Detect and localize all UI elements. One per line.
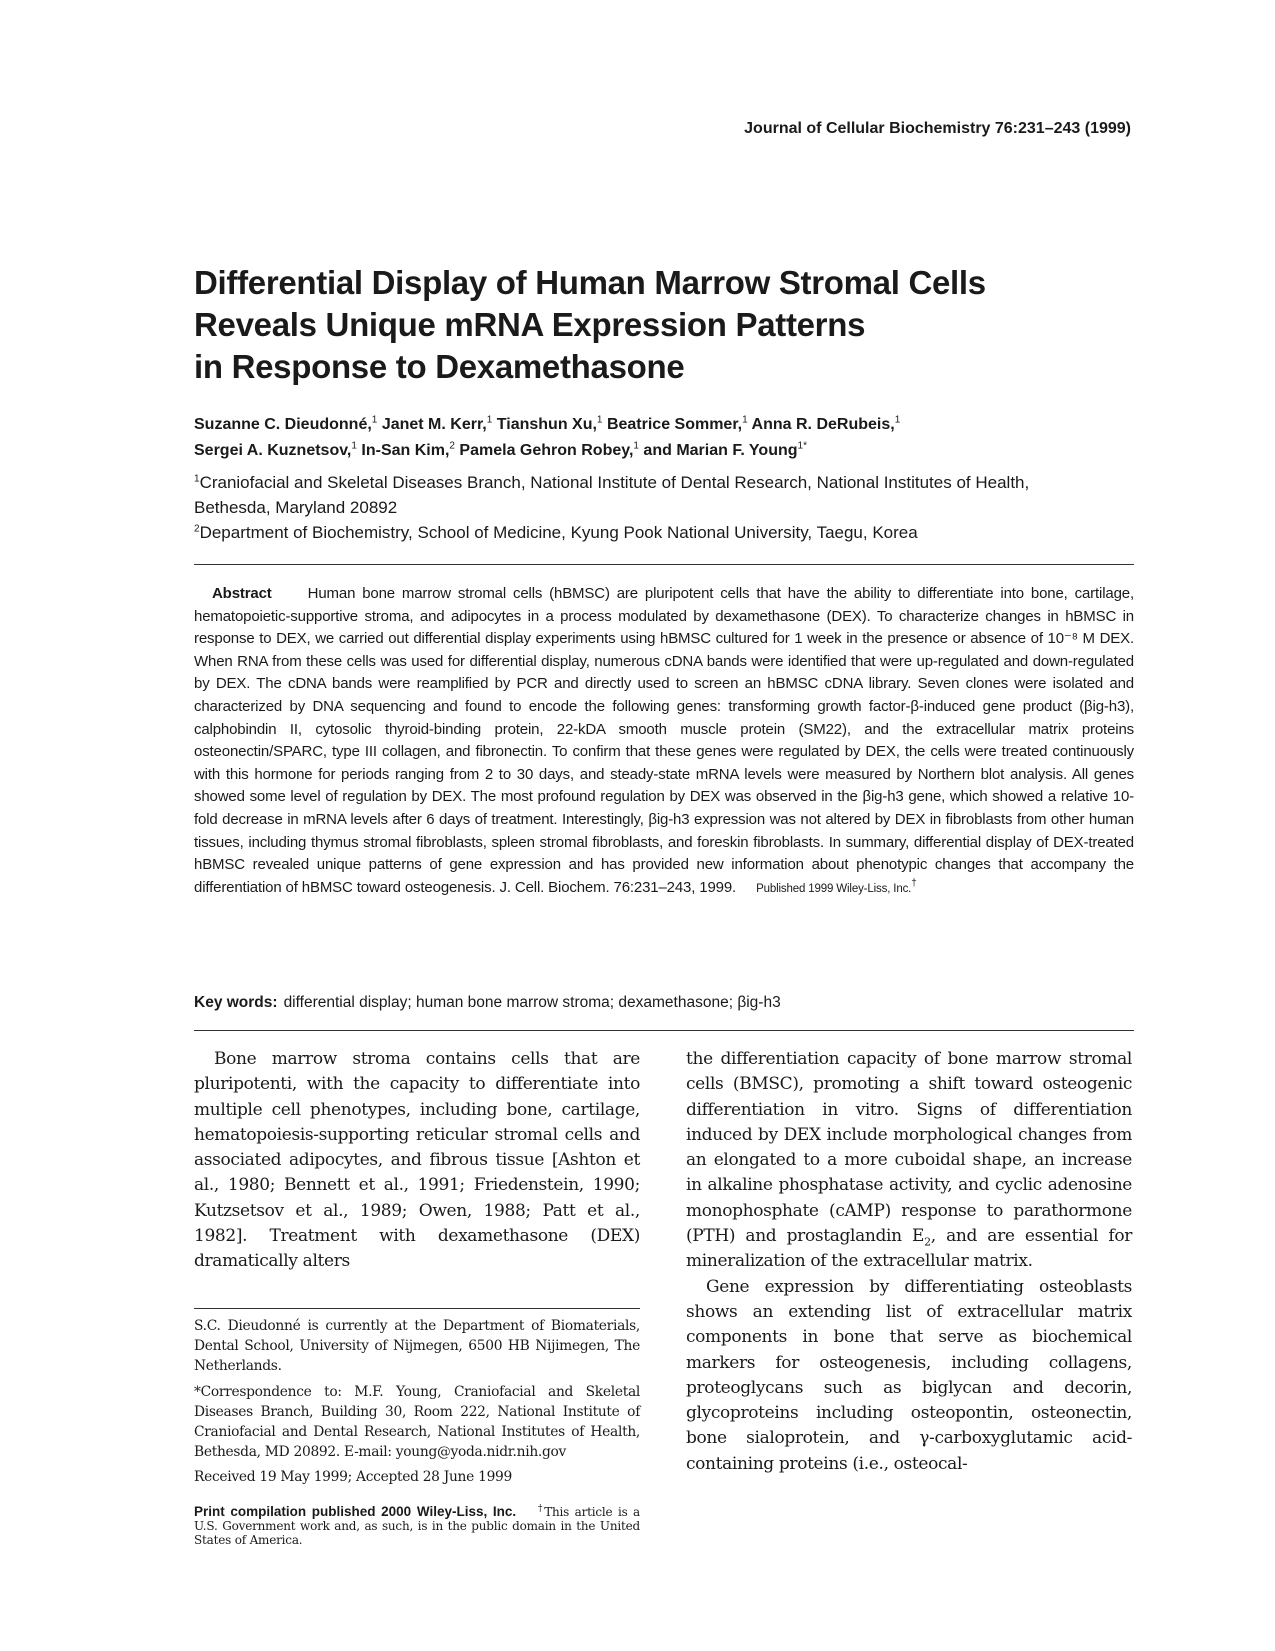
affiliation-2: $^2$Department of Biochemistry, School of Medicine, Kyung Pook National University, Taegu, Korea <box>194 523 918 542</box>
author-affiliation-mark: 1 <box>486 414 493 426</box>
affiliation-number: 2 <box>194 523 200 535</box>
footnotes <box>194 1316 640 1552</box>
author-affiliation-mark: 1* <box>797 440 807 452</box>
abstract <box>194 583 1134 900</box>
keywords <box>194 992 1134 1014</box>
author: Tianshun Xu, <box>496 416 597 433</box>
body-column-right <box>686 1047 1132 1477</box>
affiliations <box>194 470 1094 545</box>
body-paragraph: Bone marrow stroma contains cells that are pluripotenti, with the capacity to differentiate into multiple cell phenotypes, including bone, cartilage, hematopoiesis-supporting reticular stromal cells and associated adipocytes, and fibrous tissue [Ashton et al., 1980; Bennett et al., 1991; Friedenstein, 1990; Kutzsetsov et al., 1989; Owen, 1988; Patt et al., 1982]. Treatment with dexamethasone (DEX) dramatically alters <box>194 1049 640 1272</box>
footnote-current-address: S.C. Dieudonné is currently at the Department of Biomaterials, Dental School, University of Nijmegen, 6500 HB Nijimegen, The Netherlands. <box>194 1318 640 1375</box>
author: Pamela Gehron Robey, <box>459 442 634 459</box>
author-affiliation-mark: 1 <box>742 414 748 426</box>
received-accepted-dates: Received 19 May 1999; Accepted 28 June 1999 <box>194 1469 513 1486</box>
affiliation-1: $^1$Craniofacial and Skeletal Diseases Branch, National Institute of Dental Research, National Institutes of Health, Bethesda, Maryland 20892 <box>194 473 1030 517</box>
author: Suzanne C. Dieudonné, <box>194 416 372 433</box>
title-line-1: Differential Display of Human Marrow Stromal Cells <box>194 264 986 301</box>
footnote-rule <box>194 1308 640 1309</box>
author-line-2 <box>194 438 1094 464</box>
author-list <box>194 412 1094 464</box>
author-affiliation-mark: 2 <box>449 440 455 452</box>
title-line-2: Reveals Unique mRNA Expression Patterns <box>194 306 866 343</box>
journal-citation: Journal of Cellular Biochemistry 76:231–243 (1999) <box>744 120 1131 137</box>
public-domain-text: This article is a U.S. Government work and, as such, is in the public domain in the United States of America. <box>194 1504 640 1547</box>
print-compilation-label: Print compilation published 2000 Wiley-Liss, Inc. <box>194 1503 517 1519</box>
print-compilation-note <box>194 1502 640 1547</box>
author: Anna R. DeRubeis, <box>751 416 895 433</box>
author: Sergei A. Kuznetsov, <box>194 442 352 459</box>
body-paragraph: the differentiation capacity of bone marrow stromal cells (BMSC), promoting a shift toward osteogenic differentiation in vitro. Signs of differentiation induced by DEX include morphological changes from an elongated to a more cuboidal shape, an increase in alkaline phosphatase activity, and cyclic adenosine monophosphate (cAMP) response to parathormone (PTH) and prostaglandin $E_2$, and are essential for mineralization of the extracellular matrix. <box>686 1049 1132 1272</box>
footnote-correspondence: *Correspondence to: M.F. Young, Craniofacial and Skeletal Diseases Branch, Building 30, Room 222, National Institute of Craniofacial and Dental Research, National Institutes of Health, Bethesda, MD 20892. E-mail: young@yoda.nidr.nih.gov <box>194 1383 640 1461</box>
author-affiliation-mark: 1 <box>596 414 603 426</box>
dagger-mark: † <box>911 877 917 889</box>
dagger-mark: † <box>536 1503 545 1514</box>
author: Janet M. Kerr, <box>381 416 487 433</box>
affiliation-number: 1 <box>194 473 200 485</box>
body-top-rule <box>194 1030 1134 1031</box>
keywords-label: Key words: <box>194 994 278 1011</box>
author-affiliation-mark: 1 <box>351 440 357 452</box>
author: Beatrice Sommer, <box>606 416 743 433</box>
author-affiliation-mark: 1 <box>894 414 901 426</box>
author: and Marian F. Young <box>643 442 798 459</box>
publisher-note: Published 1999 Wiley-Liss, Inc. <box>756 882 912 895</box>
body-paragraph: Gene expression by differentiating osteoblasts shows an extending list of extracellular matrix components in bone that serve as biochemical markers for osteogenesis, including collagens, proteoglycans such as biglycan and decorin, glycoproteins including osteopontin, osteonectin, bone sialoprotein, and γ-carboxyglutamic acid-containing proteins (i.e., osteocal- <box>686 1276 1132 1474</box>
title-line-3: in Response to Dexamethasone <box>194 348 685 385</box>
abstract-text: Human bone marrow stromal cells (hBMSC) are pluripotent cells that have the ability to differentiate into bone, cartilage, hematopoietic-supportive stroma, and adipocytes in a process modulated by dexamethasone (DEX). To characterize changes in hBMSC in response to DEX, we carried out differential display experiments using hBMSC cultured for 1 week in the presence or absence of 10⁻⁸ M DEX. When RNA from these cells was used for differential display, numerous cDNA bands were identified that were up-regulated and down-regulated by DEX. The cDNA bands were reamplified by PCR and directly used to screen an hBMSC cDNA library. Seven clones were isolated and characterized by DNA sequencing and found to encode the following genes: transforming growth factor-β-induced gene product (βig-h3), calphobindin II, cytosolic thyroid-binding protein, 22-kDA smooth muscle protein (SM22), and the extracellular matrix proteins osteonectin/SPARC, type III collagen, and fibronectin. To confirm that these genes were regulated by DEX, the cells were treated continuously with this hormone for periods ranging from 2 to 30 days, and steady-state mRNA levels were measured by Northern blot analysis. All genes showed some level of regulation by DEX. The most profound regulation by DEX was observed in the βig-h3 gene, which showed a relative 10-fold decrease in mRNA levels after 6 days of treatment. Interestingly, βig-h3 expression was not altered by DEX in fibroblasts from other human tissues, including thymus stromal fibroblasts, spleen stromal fibroblasts, and foreskin fibroblasts. In summary, differential display of DEX-treated hBMSC revealed unique patterns of gene expression and has provided new information about phenotypic changes that accompany the differentiation of hBMSC toward osteogenesis. J. Cell. Biochem. 76:231–243, 1999. <box>194 585 1134 896</box>
abstract-top-rule <box>194 564 1134 565</box>
keywords-text: differential display; human bone marrow stroma; dexamethasone; βig-h3 <box>283 994 781 1011</box>
author: In-San Kim, <box>361 442 450 459</box>
author-affiliation-mark: 1 <box>633 440 639 452</box>
author-line-1 <box>194 412 1094 438</box>
abstract-label: Abstract <box>212 585 272 602</box>
article-title <box>194 262 1094 388</box>
author-affiliation-mark: 1 <box>371 414 378 426</box>
body-column-left <box>194 1047 640 1275</box>
